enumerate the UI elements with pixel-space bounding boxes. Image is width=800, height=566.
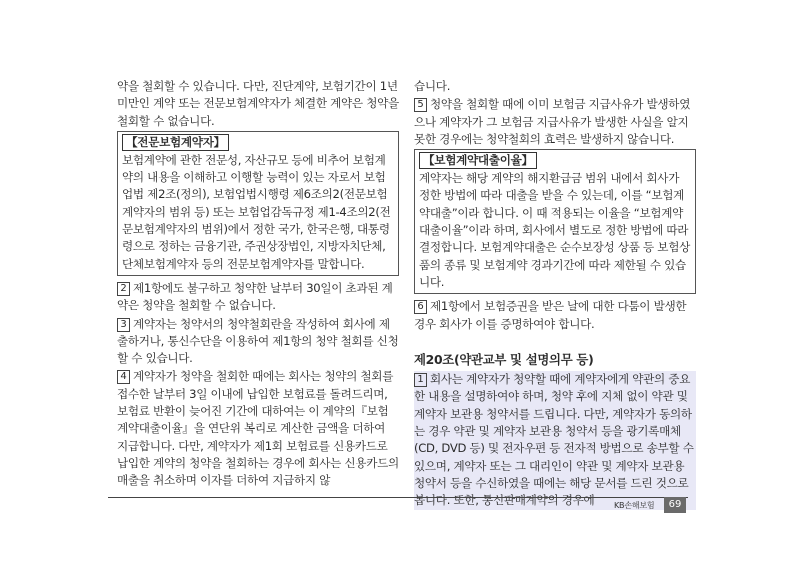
box-title: 【보험계약대출이율】: [419, 152, 537, 169]
definition-box-professional-insured: [117, 131, 399, 276]
clause-text: 계약자는 청약서의 청약철회란을 작성하여 회사에 제출하거나, 통신수단을 이용하여 제1항의 청약 철회를 신청할 수 있습니다.: [117, 316, 399, 366]
clause-text: 회사는 계약자가 청약할 때에 계약자에게 약관의 중요한 내용을 설명하여야 하며, 청약 후에 지체 없이 약관 및 계약자 보관용 청약서를 드립니다. 다만, 계약자가 동의하는 경우 약관 및 계약자 보관용 청약서 등을 광기록매체(CD, DVD 등) 및 전자우편 등 전자적 방법으로 송부할 수 있으며, 계약자 또는 그 대리인이 약관 및 계약자 보관용 청약서 등을 수신하였을 때에는 해당 문서를 드린 것으로 봅니다. 또한, 통신판매계약의 경우에: [414, 372, 694, 508]
clause-number: 5: [414, 98, 427, 112]
clause-text: 제1항에서 보험증권을 받은 날에 대한 다툼이 발생한 경우 회사가 이를 증명하여야 합니다.: [414, 299, 687, 331]
article-heading: 제20조(약관교부 및 설명의무 등): [414, 351, 594, 367]
box-body: 계약자는 해당 계약의 해지환급금 범위 내에서 회사가 정한 방법에 따라 대출을 받을 수 있는데, 이를 “보험계약대출”이라 합니다. 이 때 적용되는 이율을 “보험계약대출이율”이라 하며, 회사에서 별도로 정한 방법에 따라 결정합니다. 보험계약대출은 순수보장성 상품 등 보험상품의 종류 및 보험계약 경과기간에 따라 제한될 수 있습니다.: [419, 171, 691, 289]
clause-number: 6: [414, 300, 427, 314]
box-body: 보험계약에 관한 전문성, 자산규모 등에 비추어 보험계약의 내용을 이해하고 이행할 능력이 있는 자로서 보험업법 제2조(정의), 보험업법시행령 제6조의2(전문보험계약자의 범위 등) 또는 보험업감독규정 제1-4조의2(전문보험계약자의 범위)에서 정한 국가, 한국은행, 대통령령으로 정하는 금융기관, 주권상장법인, 지방자치단체, 단체보험계약자 등의 전문보험계약자를 말합니다.: [122, 152, 391, 271]
clause-text: 제1항에도 불구하고 청약한 날부터 30일이 초과된 계약은 청약을 철회할 수 없습니다.: [117, 280, 393, 313]
clause-text: 계약자가 청약을 철회한 때에는 회사는 청약의 철회를 접수한 날부터 3일 이내에 납입한 보험료를 돌려드리며, 보험료 반환이 늦어진 기간에 대하여는 이 계약의『보험계약대출이율』을 연단위 복리로 계산한 금액을 더하여 지급합니다. 다만, 계약자가 제1회 보험료를 신용카드로 납입한 계약의 청약을 철회하는 경우에 회사는 신용카드의 매출을 취소하며 이자를 더하여 지급하지 않: [117, 369, 399, 488]
clause-text: 청약을 철회할 때에 이미 보험금 지급사유가 발생하였으나 계약자가 그 보험금 지급사유가 발생한 사실을 알지 못한 경우에는 청약철회의 효력은 발생하지 않습니다.: [414, 97, 691, 146]
page-number: 69: [664, 497, 686, 513]
box-title: 【전문보험계약자】: [122, 134, 229, 151]
clause-number: 2: [117, 282, 130, 296]
intro-paragraph: 약을 철회할 수 있습니다. 다만, 진단계약, 보험기간이 1년 미만인 계약 또는 전문보험계약자가 체결한 계약은 청약을 철회할 수 없습니다.: [117, 79, 399, 128]
left-column: [117, 78, 399, 490]
clause-item: [117, 368, 399, 489]
footer-divider: [108, 497, 688, 498]
clause-item: [117, 280, 399, 315]
clause-number: 1: [414, 373, 427, 387]
clause-number: 4: [117, 370, 130, 384]
clause-item: [414, 96, 696, 148]
clause-item: [117, 316, 399, 368]
clause-number: 3: [117, 318, 130, 332]
clause-item: [414, 298, 696, 333]
right-column: [414, 78, 696, 510]
article-clause-highlighted: [414, 371, 696, 509]
footer-brand: KB손해보험: [614, 501, 655, 510]
continued-text: 습니다.: [414, 79, 451, 93]
definition-box-loan-rate: [414, 149, 696, 294]
